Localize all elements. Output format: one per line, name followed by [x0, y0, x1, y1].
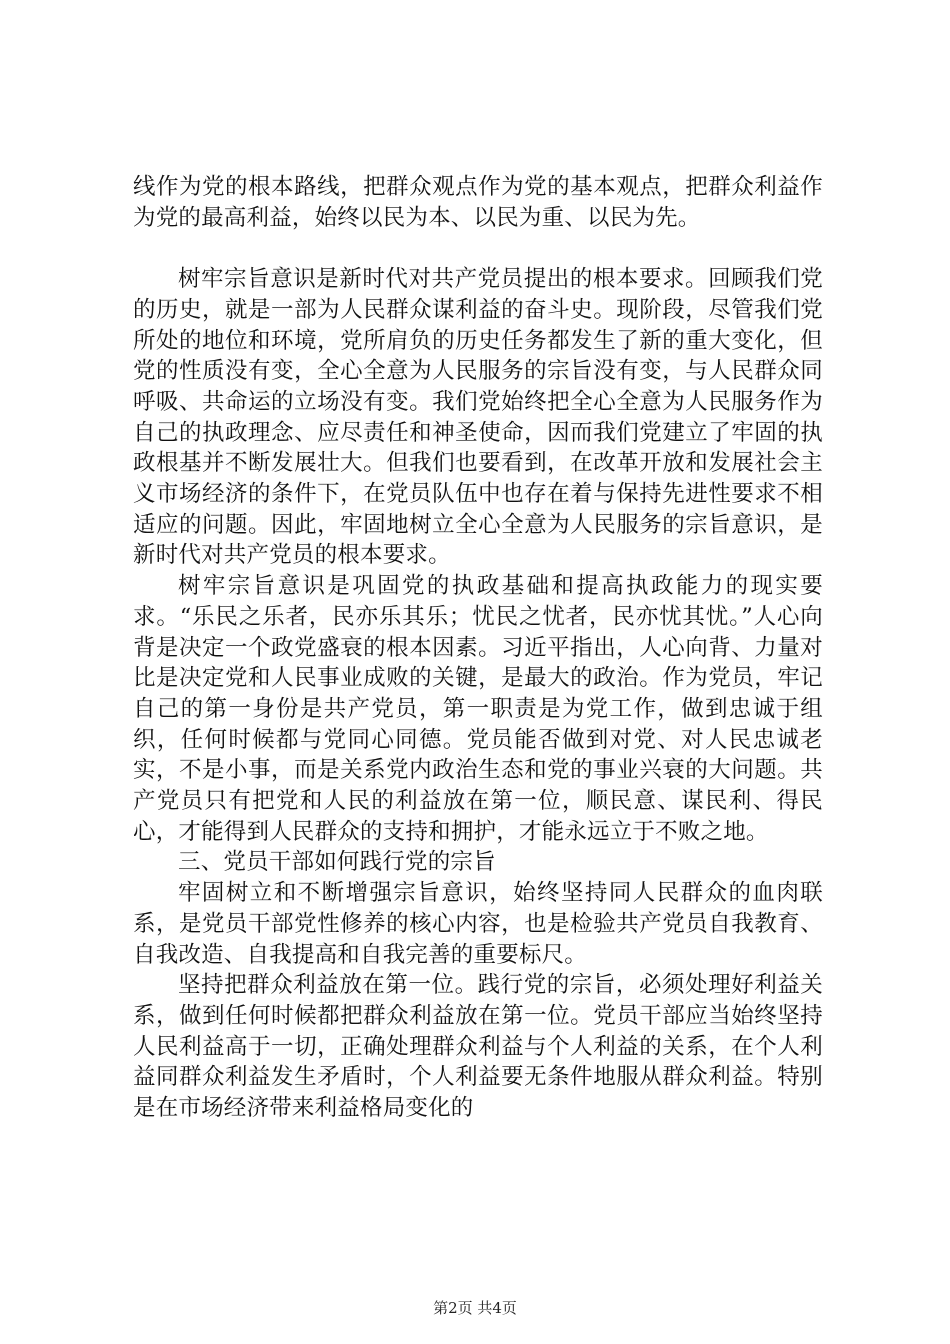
paragraph-requirement: 树牢宗旨意识是新时代对共产党员提出的根本要求。回顾我们党的历史，就是一部为人民群众谋利益的奋斗史。现阶段，尽管我们党所处的地位和环境，党所肩负的历史任务都发生了新的重大变化，但党的性质没有变，全心全意为人民服务的宗旨没有变，与人民群众同呼吸、共命运的立场没有变。我们党始终把全心全意为人民服务作为自己的执政理念、应尽责任和神圣使命，因而我们党建立了牢固的执政根基并不断发展壮大。但我们也要看到，在改革开放和发展社会主义市场经济的条件下，在党员队伍中也存在着与保持先进性要求不相适应的问题。因此，牢固地树立全心全意为人民服务的宗旨意识，是新时代对共产党员的根本要求。	[133, 266, 823, 569]
document-body	[133, 172, 823, 1124]
paragraph-foundation: 树牢宗旨意识是巩固党的执政基础和提高执政能力的现实要求。“乐民之乐者，民亦乐其乐；忧民之忧者，民亦忧其忧。”人心向背是决定一个政党盛衰的根本因素。习近平指出，人心向背、力量对比是决定党和人民事业成败的关键，是最大的政治。作为党员，牢记自己的第一身份是共产党员，第一职责是为党工作，做到忠诚于组织，任何时候都与党同心同德。党员能否做到对党、对人民忠诚老实，不是小事，而是关系党内政治生态和党的事业兴衰的大问题。共产党员只有把党和人民的利益放在第一位，顺民意、谋民利、得民心，才能得到人民群众的支持和拥护，才能永远立于不败之地。	[133, 573, 823, 845]
paragraph-interests-first: 坚持把群众利益放在第一位。践行党的宗旨，必须处理好利益关系，做到任何时候都把群众利益放在第一位。党员干部应当始终坚持人民利益高于一切，正确处理群众利益与个人利益的关系，在个人利益同群众利益发生矛盾时，个人利益要无条件地服从群众利益。特别是在市场经济带来利益格局变化的	[133, 972, 823, 1122]
paragraph-core-content: 牢固树立和不断增强宗旨意识，始终坚持同人民群众的血肉联系，是党员干部党性修养的核心内容，也是检验共产党员自我教育、自我改造、自我提高和自我完善的重要标尺。	[133, 880, 823, 968]
page-number-footer: 第2页 共4页	[433, 1299, 517, 1317]
paragraph-continuation: 线作为党的根本路线，把群众观点作为党的基本观点，把群众利益作为党的最高利益，始终以民为本、以民为重、以民为先。	[133, 174, 823, 231]
section-heading: 三、党员干部如何践行党的宗旨	[178, 849, 496, 876]
